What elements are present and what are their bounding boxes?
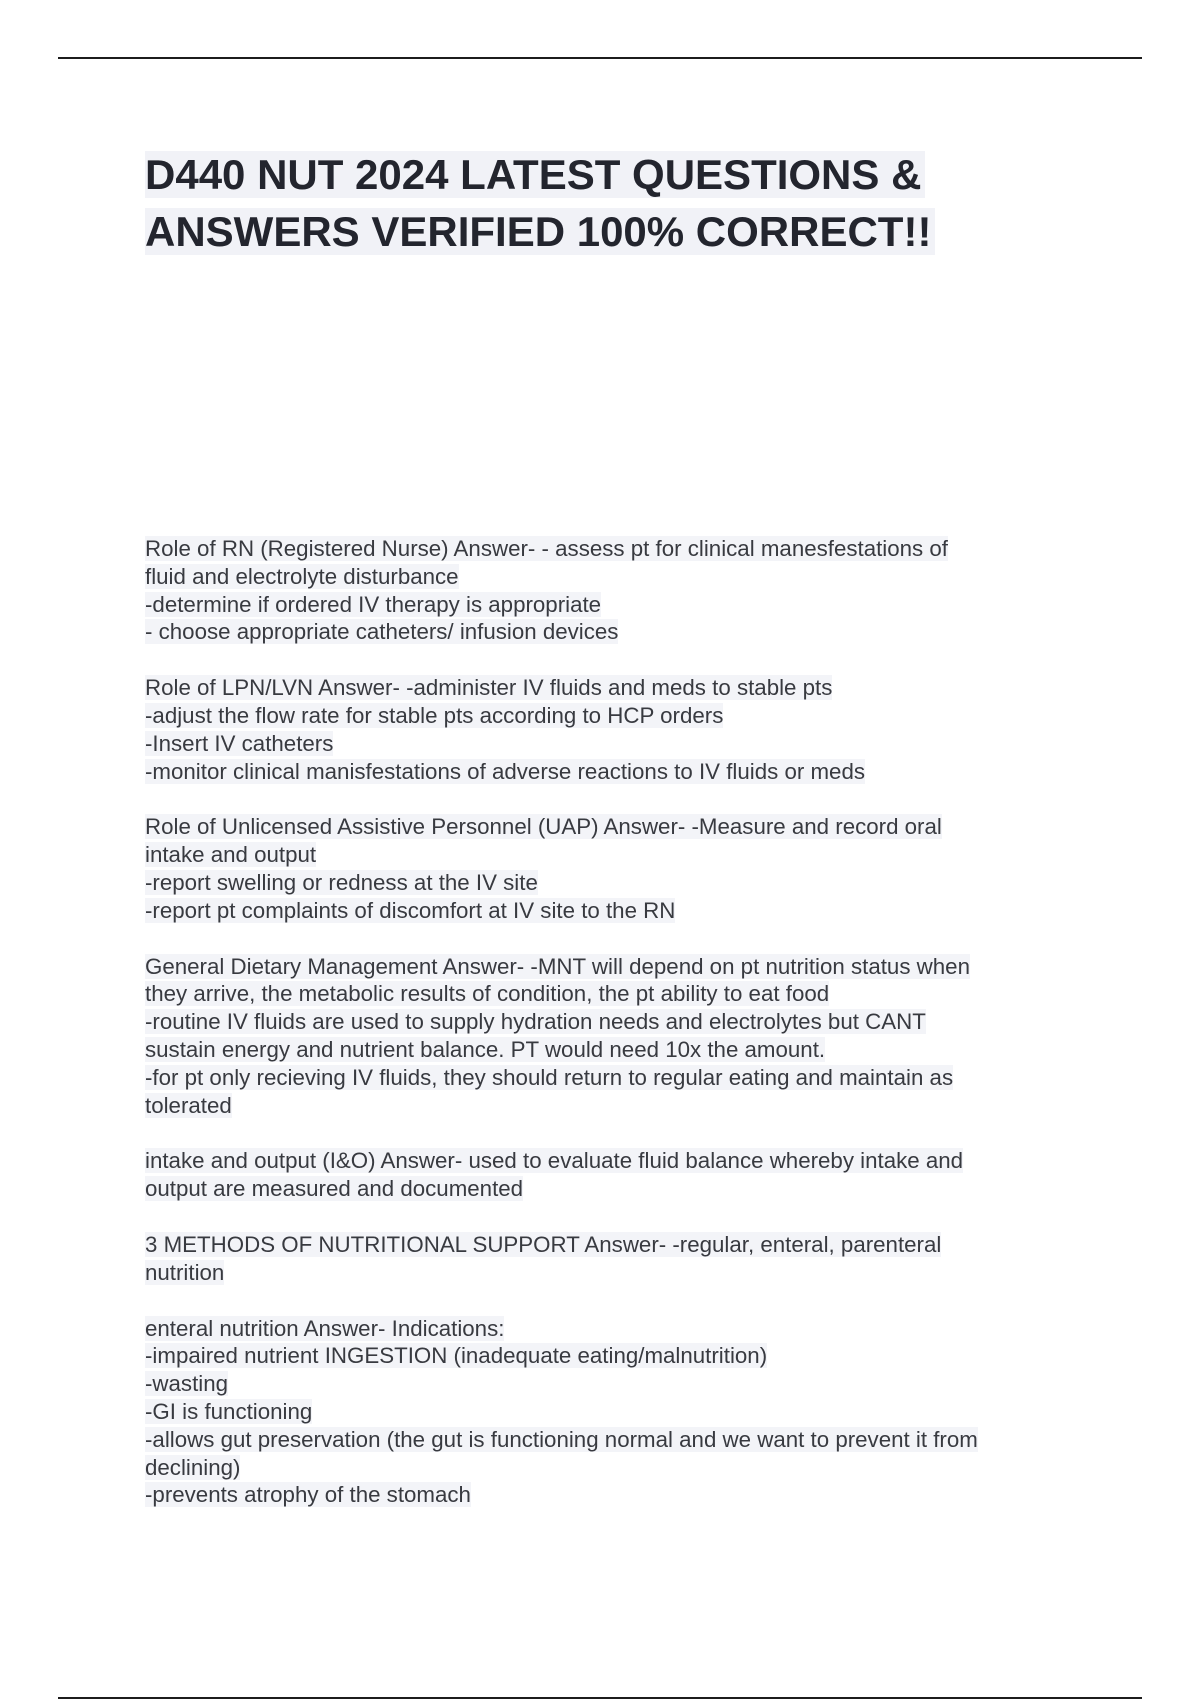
qa-line: Role of RN (Registered Nurse) Answer- - assess pt for clinical manesfestations of: [145, 536, 948, 561]
qa-line: enteral nutrition Answer- Indications:: [145, 1315, 505, 1341]
qa-line: intake and output: [145, 842, 317, 868]
qa-line: -routine IV fluids are used to supply hydration needs and electrolytes but CANT: [145, 1009, 926, 1035]
qa-line: -report pt complaints of discomfort at IV site to the RN: [145, 897, 676, 923]
qa-entry-methods-of-nutritional-support: [145, 1231, 1065, 1287]
qa-entry-general-dietary-management: [145, 953, 1065, 1120]
qa-line: -determine if ordered IV therapy is appropriate: [145, 591, 602, 617]
qa-line: Role of LPN/LVN Answer- -administer IV fluids and meds to stable pts: [145, 675, 833, 701]
qa-line: sustain energy and nutrient balance. PT would need 10x the amount.: [145, 1036, 826, 1062]
qa-line: -GI is functioning: [145, 1398, 313, 1424]
qa-line: -adjust the flow rate for stable pts according to HCP orders: [145, 702, 724, 728]
qa-entry-role-of-uap: [145, 813, 1065, 924]
qa-list: [145, 535, 1065, 1537]
qa-line: -monitor clinical manisfestations of adverse reactions to IV fluids or meds: [145, 758, 866, 784]
qa-line: Role of Unlicensed Assistive Personnel (UAP) Answer- -Measure and record oral: [145, 814, 942, 840]
qa-line: -wasting: [145, 1371, 229, 1397]
qa-line: -prevents atrophy of the stomach: [145, 1482, 471, 1508]
top-divider: [58, 57, 1142, 59]
qa-line: 3 METHODS OF NUTRITIONAL SUPPORT Answer- -regular, enteral, parenteral: [145, 1231, 942, 1257]
qa-line: -for pt only recieving IV fluids, they should return to regular eating and maintain as: [145, 1064, 954, 1090]
qa-line: output are measured and documented: [145, 1176, 524, 1202]
qa-entry-intake-and-output: [145, 1147, 1065, 1203]
bottom-divider: [58, 1697, 1142, 1699]
qa-line: -allows gut preservation (the gut is functioning normal and we want to prevent it from: [145, 1426, 978, 1452]
qa-line: tolerated: [145, 1092, 232, 1118]
document-title: [145, 146, 1055, 260]
qa-line: fluid and electrolyte disturbance: [145, 563, 459, 589]
qa-line: General Dietary Management Answer- -MNT will depend on pt nutrition status when: [145, 953, 970, 979]
qa-line: -report swelling or redness at the IV site: [145, 869, 538, 895]
qa-line: -Insert IV catheters: [145, 730, 334, 756]
qa-entry-role-of-rn: [145, 535, 1065, 646]
title-line: ANSWERS VERIFIED 100% CORRECT!!: [145, 208, 935, 255]
qa-line: they arrive, the metabolic results of condition, the pt ability to eat food: [145, 981, 830, 1007]
qa-line: -impaired nutrient INGESTION (inadequate eating/malnutrition): [145, 1343, 768, 1369]
title-line: D440 NUT 2024 LATEST QUESTIONS &: [145, 151, 925, 198]
qa-line: intake and output (I&O) Answer- used to evaluate fluid balance whereby intake and: [145, 1148, 964, 1174]
qa-line: - choose appropriate catheters/ infusion devices: [145, 619, 619, 645]
qa-line: nutrition: [145, 1259, 225, 1285]
qa-line: declining): [145, 1454, 241, 1480]
qa-entry-role-of-lpn: [145, 674, 1065, 785]
qa-entry-enteral-nutrition: [145, 1315, 1065, 1510]
